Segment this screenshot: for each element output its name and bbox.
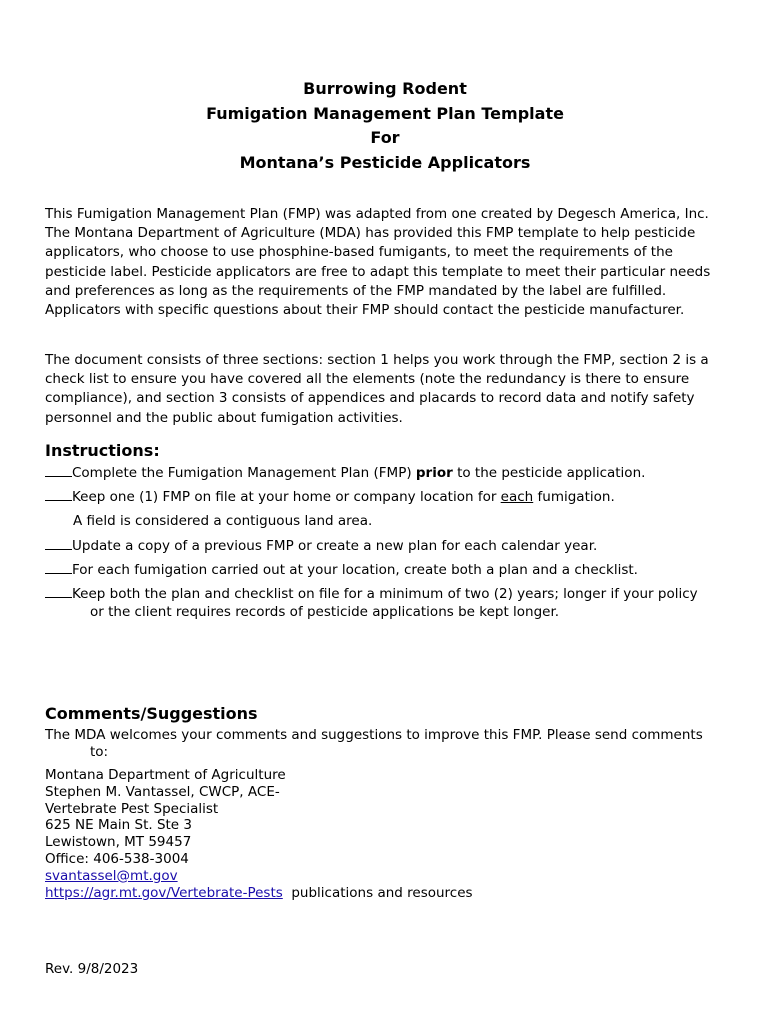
instruction-item-3: Update a copy of a previous FMP or create a new plan for each calendar year.: [45, 536, 745, 555]
intro-paragraph-2: The document consists of three sections: section 1 helps you work through the FMP, section 2 is a check list to ensure you have covered all the elements (note the redundancy is there to ensure compliance), and section 3 consists of appendices and placards to record data and notify safety personnel and the public about fumigation activities.: [45, 352, 709, 426]
comments-text: The MDA welcomes your comments and suggestions to improve this FMP. Please send comments to:: [45, 727, 703, 760]
checkbox-blank[interactable]: [45, 584, 72, 598]
website-link[interactable]: https://agr.mt.gov/Vertebrate-Pests: [45, 884, 283, 901]
address-office: Office: 406-538-3004: [45, 850, 189, 867]
website-suffix: publications and resources: [282, 884, 473, 901]
address-name: Stephen M. Vantassel, CWCP, ACE-: [45, 783, 280, 800]
title-line-4: Montana’s Pesticide Applicators: [239, 152, 531, 172]
title-line-3: For: [370, 128, 400, 147]
emphasis-each: each: [500, 489, 534, 505]
email-link[interactable]: svantassel@mt.gov: [45, 867, 178, 884]
document-title: [0, 77, 770, 175]
instruction-note: A field is considered a contiguous land area.: [73, 513, 373, 529]
intro-paragraph-1: This Fumigation Management Plan (FMP) was adapted from one created by Degesch America, Inc. The Montana Department of Agriculture (MDA) has provided this FMP template to help pesticide applicators, who choose to use phosphine-based fumigants, to meet the requirements of the pesticide label. Pesticide applicators are free to adapt this template to meet their particular needs and preferences as long as the requirements of the FMP mandated by the label are fulfilled. Applicators with specific questions about their FMP should contact the pesticide manufacturer.: [45, 206, 711, 319]
instruction-item-5: Keep both the plan and checklist on file for a minimum of two (2) years; longer if your policy or the client requires records of pesticide applications be kept longer.: [45, 584, 745, 621]
checkbox-blank[interactable]: [45, 463, 72, 477]
checkbox-blank[interactable]: [45, 536, 72, 550]
title-line-2: Fumigation Management Plan Template: [206, 103, 564, 123]
instruction-item-4: For each fumigation carried out at your location, create both a plan and a checklist.: [45, 560, 745, 579]
instructions-heading: Instructions:: [45, 441, 160, 460]
comments-heading: Comments/Suggestions: [45, 704, 258, 723]
instruction-item-1: Complete the Fumigation Management Plan (FMP) prior to the pesticide application.: [45, 463, 745, 482]
instruction-item-2: Keep one (1) FMP on file at your home or company location for each fumigation.: [45, 487, 745, 506]
emphasis-prior: prior: [415, 465, 453, 481]
contact-address: [45, 767, 473, 901]
address-street: 625 NE Main St. Ste 3: [45, 817, 192, 834]
address-org: Montana Department of Agriculture: [45, 767, 286, 783]
checkbox-blank[interactable]: [45, 560, 72, 574]
checkbox-blank[interactable]: [45, 487, 72, 501]
revision-date: Rev. 9/8/2023: [45, 961, 139, 977]
title-line-1: Burrowing Rodent: [303, 79, 467, 98]
instruction-item-5-continued: or the client requires records of pesticide applications be kept longer.: [90, 604, 560, 620]
address-city: Lewistown, MT 59457: [45, 834, 192, 851]
address-role: Vertebrate Pest Specialist: [45, 800, 219, 817]
